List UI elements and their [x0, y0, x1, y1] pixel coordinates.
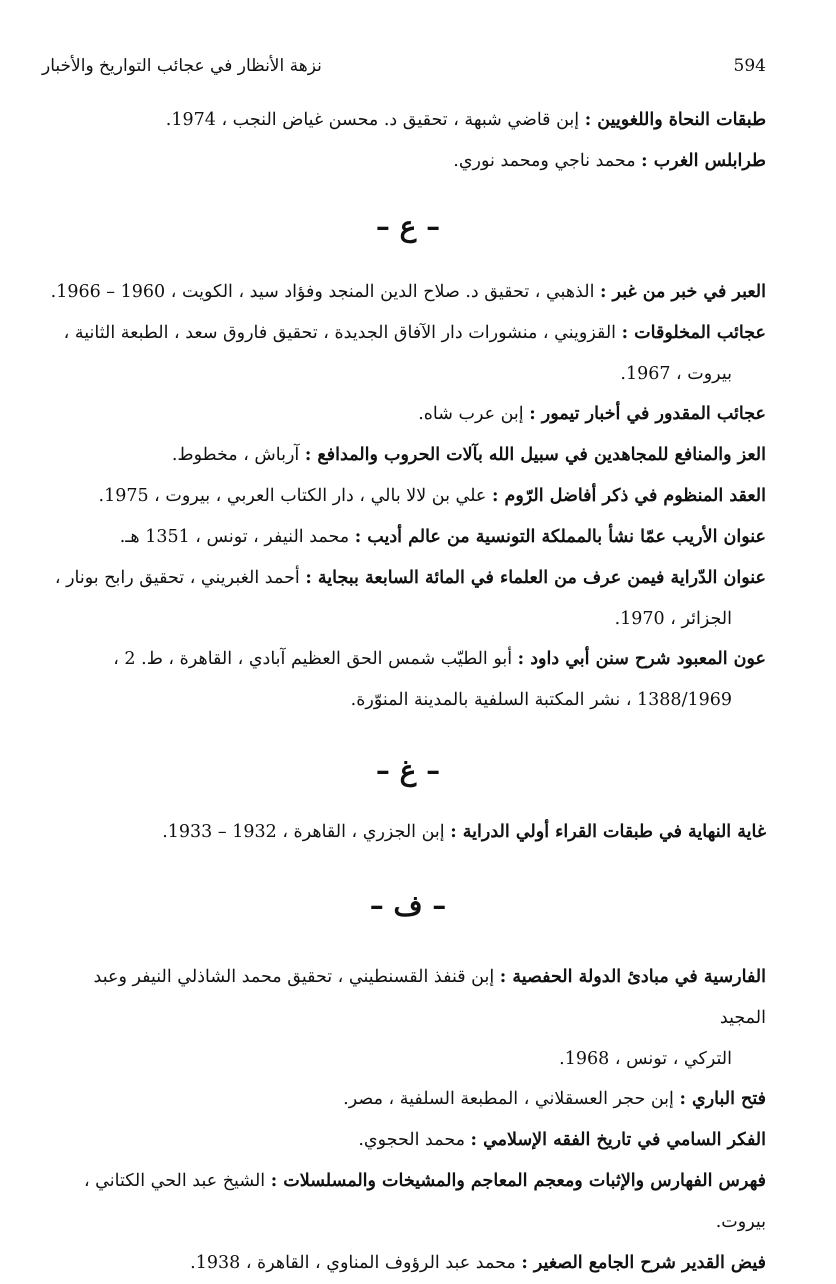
bibliography-entry: [50, 141, 766, 182]
entry-detail: محمد عبد الرؤوف المناوي ، القاهرة ، 1938.: [190, 1253, 522, 1273]
running-title: نزهة الأنظار في عجائب التواريخ والأخبار: [42, 56, 322, 76]
entry-title: عجائب المخلوقات :: [621, 323, 766, 343]
entry-detail: إبن الجزري ، القاهرة ، 1932 – 1933.: [162, 822, 451, 842]
entry-detail: إبن قنفذ القسنطيني ، تحقيق محمد الشاذلي النيفر وعبد المجيد: [93, 967, 766, 1028]
entry-title: طرابلس الغرب :: [641, 151, 766, 171]
page-number: 594: [733, 56, 766, 76]
entry-detail: القزويني ، منشورات دار الآفاق الجديدة ، تحقيق فاروق سعد ، الطبعة الثانية ،: [63, 323, 622, 343]
bibliography-entry: [50, 1243, 766, 1284]
bibliography-entry: [50, 957, 766, 1079]
bibliography-entry: [50, 272, 766, 313]
entry-title: غاية النهاية في طبقات القراء أولي الدراية :: [450, 822, 766, 842]
entry-title: طبقات النحاة واللغويين :: [584, 110, 766, 130]
bibliography-entry: [50, 517, 766, 558]
running-header: [42, 52, 766, 80]
bibliography-entry: [50, 639, 766, 720]
bibliography-entry: [50, 100, 766, 141]
section-heading-ain: – ع –: [375, 210, 441, 243]
entry-detail: محمد النيفر ، تونس ، 1351 هـ.: [119, 527, 355, 547]
bibliography-entry: [50, 313, 766, 394]
entry-detail: علي بن لالا بالي ، دار الكتاب العربي ، بيروت ، 1975.: [98, 486, 492, 506]
entry-continuation: الجزائر ، 1970.: [614, 609, 732, 629]
entry-detail: أبو الطيّب شمس الحق العظيم آبادي ، القاهرة ، ط. 2 ،: [113, 649, 518, 669]
entry-detail: إبن عرب شاه.: [418, 404, 530, 424]
entry-continuation: 1388/1969 ، نشر المكتبة السلفية بالمدينة المنوّرة.: [350, 690, 732, 710]
entry-title: الفارسية في مبادئ الدولة الحفصية :: [499, 967, 766, 987]
section-heading-fa: – ف –: [369, 889, 447, 922]
bibliography-entry: [50, 476, 766, 517]
entry-detail: آرباش ، مخطوط.: [171, 445, 305, 465]
bibliography-entry: [50, 1161, 766, 1243]
entry-title: فهرس الفهارس والإثبات ومعجم المعاجم والمشيخات والمسلسلات :: [270, 1171, 766, 1191]
entry-title: عنوان الدّراية فيمن عرف من العلماء في المائة السابعة ببجاية :: [305, 568, 766, 588]
bibliography-entry: [50, 812, 766, 853]
bibliography-entry: [50, 394, 766, 435]
entry-title: العقد المنظوم في ذكر أفاضل الرّوم :: [491, 486, 766, 506]
entry-continuation: التركي ، تونس ، 1968.: [559, 1049, 732, 1069]
entry-title: فتح الباري :: [679, 1089, 766, 1109]
section-heading-ghain: – غ –: [375, 754, 441, 787]
entry-detail: الشيخ عبد الحي الكتاني ، بيروت.: [83, 1171, 766, 1232]
entry-detail: محمد الحجوي.: [358, 1130, 471, 1150]
bibliography-entry: [50, 1120, 766, 1161]
entry-title: الفكر السامي في تاريخ الفقه الإسلامي :: [470, 1130, 766, 1150]
entry-title: عون المعبود شرح سنن أبي داود :: [517, 649, 766, 669]
entry-detail: إبن قاضي شبهة ، تحقيق د. محسن غياض النجب ، 1974.: [165, 110, 585, 130]
bibliography-entry: [50, 1079, 766, 1120]
entry-title: عنوان الأريب عمّا نشأ بالمملكة التونسية من عالم أديب :: [354, 527, 766, 547]
entry-detail: الذهبي ، تحقيق د. صلاح الدين المنجد وفؤاد سيد ، الكويت ، 1960 – 1966.: [50, 282, 600, 302]
entry-continuation: بيروت ، 1967.: [620, 364, 732, 384]
bibliography-body: [50, 100, 766, 1284]
bibliography-entry: [50, 435, 766, 476]
entry-title: عجائب المقدور في أخبار تيمور :: [529, 404, 766, 424]
entry-title: العبر في خبر من غبر :: [600, 282, 766, 302]
entry-detail: أحمد الغبريني ، تحقيق رابح بونار ،: [54, 568, 306, 588]
entry-detail: إبن حجر العسقلاني ، المطبعة السلفية ، مصر.: [343, 1089, 680, 1109]
bibliography-entry: [50, 558, 766, 639]
entry-detail: محمد ناجي ومحمد نوري.: [453, 151, 642, 171]
entry-title: فيض القدير شرح الجامع الصغير :: [521, 1253, 766, 1273]
entry-title: العز والمنافع للمجاهدين في سبيل الله بآلات الحروب والمدافع :: [304, 445, 766, 465]
